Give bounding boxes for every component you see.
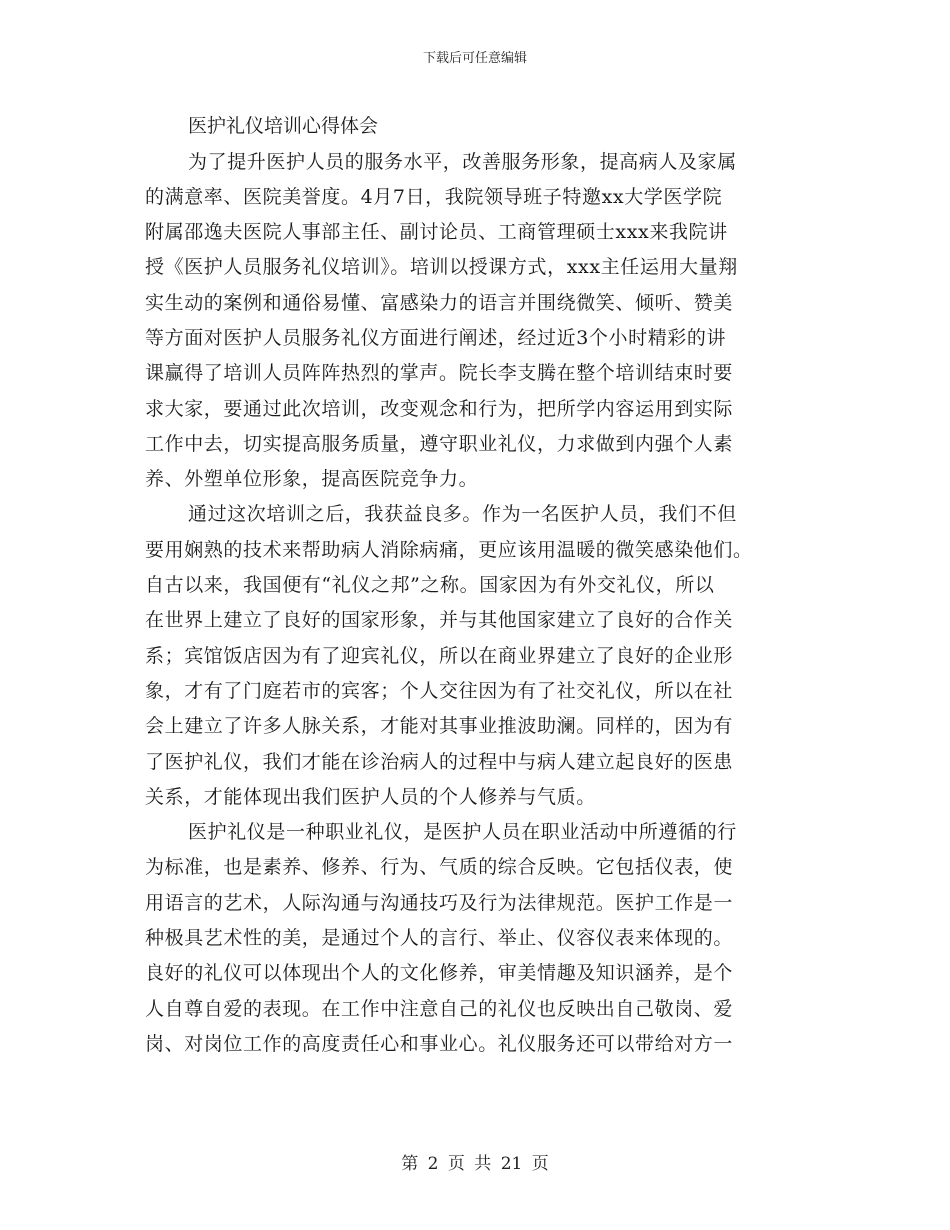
paragraph-line: 良好的礼仪可以体现出个人的文化修养，审美情趣及知识涵养，是个 [145, 962, 734, 985]
page-header: 下载后可任意编辑 [422, 51, 527, 66]
paragraph-line: 求大家，要通过此次培训，改变观念和行为，把所学内容运用到实际 [145, 397, 734, 420]
paragraph-line: 授《医护人员服务礼仪培训》。培训以授课方式，xxx主任运用大量翔 [145, 256, 738, 279]
document-title: 医护礼仪培训心得体会 [188, 115, 379, 137]
paragraph-line: 会上建立了许多人脉关系，才能对其事业推波助澜。同样的，因为有 [145, 715, 734, 738]
paragraph-line: 要用娴熟的技术来帮助病人消除病痛，更应该用温暖的微笑感染他们。 [145, 538, 753, 561]
paragraph-line: 岗、对岗位工作的高度责任心和事业心。礼仪服务还可以带给对方一 [145, 1032, 734, 1055]
paragraph-line: 等方面对医护人员服务礼仪方面进行阐述，经过近3个小时精彩的讲 [145, 326, 727, 349]
paragraph-line: 种极具艺术性的美，是通过个人的言行、举止、仪容仪表来体现的。 [145, 927, 734, 950]
paragraph-line: 附属邵逸夫医院人事部主任、副讨论员、工商管理硕士xxx来我院讲 [145, 221, 728, 244]
page-number-footer: 第 2 页 共 21 页 [401, 1154, 549, 1174]
paragraph-line: 人自尊自爱的表现。在工作中注意自己的礼仪也反映出自己敬岗、爱 [145, 997, 734, 1020]
paragraph-line: 实生动的案例和通俗易懂、富感染力的语言并围绕微笑、倾听、赞美 [145, 291, 734, 314]
paragraph-line: 的满意率、医院美誉度。4月7日，我院领导班子特邀xx大学医学院 [145, 185, 723, 208]
paragraph-line: 象，才有了门庭若市的宾客；个人交往因为有了社交礼仪，所以在社 [145, 679, 734, 702]
paragraph-line: 为标准，也是素养、修养、行为、气质的综合反映。它包括仪表，使 [145, 856, 734, 879]
paragraph-line: 用语言的艺术，人际沟通与沟通技巧及行为法律规范。医护工作是一 [145, 891, 734, 914]
paragraph-line: 系；宾馆饭店因为有了迎宾礼仪，所以在商业界建立了良好的企业形 [145, 644, 734, 667]
paragraph-line: 养、外塑单位形象，提高医院竞争力。 [145, 468, 479, 491]
paragraph-line: 医护礼仪是一种职业礼仪，是医护人员在职业活动中所遵循的行 [188, 821, 737, 844]
paragraph-line: 课赢得了培训人员阵阵热烈的掌声。院长李支腾在整个培训结束时要 [145, 362, 734, 385]
paragraph-line: 关系，才能体现出我们医护人员的个人修养与气质。 [145, 785, 596, 808]
paragraph-line: 通过这次培训之后，我获益良多。作为一名医护人员，我们不但 [188, 503, 737, 526]
paragraph-line: 工作中去，切实提高服务质量，遵守职业礼仪，力求做到内强个人素 [145, 432, 734, 455]
paragraph-line: 在世界上建立了良好的国家形象，并与其他国家建立了良好的合作关 [145, 609, 734, 632]
document-body [145, 109, 807, 1062]
paragraph-line: 为了提升医护人员的服务水平，改善服务形象，提高病人及家属 [188, 150, 737, 173]
paragraph-line: 了医护礼仪，我们才能在诊治病人的过程中与病人建立起良好的医患 [145, 750, 734, 773]
paragraph-line: 自古以来，我国便有“礼仪之邦”之称。国家因为有外交礼仪，所以 [145, 574, 715, 597]
